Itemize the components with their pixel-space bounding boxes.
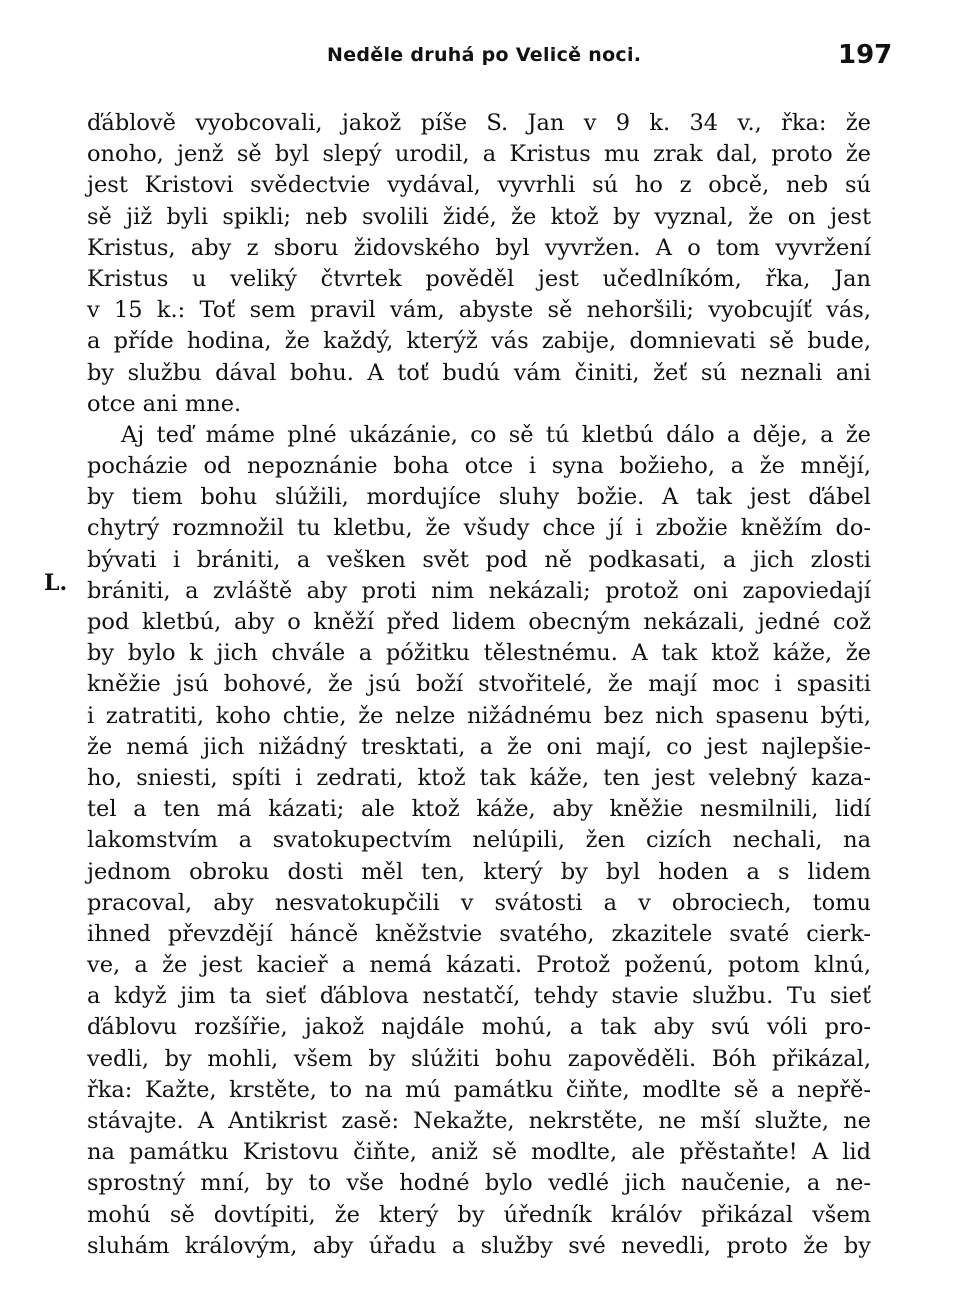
- text-line: mohú sě dovtípiti, že který by úředník králóv přikázal všem: [87, 1201, 871, 1228]
- text-line: stávajte. A Antikrist zasě: Nekažte, nekrstěte, ne mší služte, ne: [87, 1108, 871, 1134]
- text-line: sě již byli spikli; neb svolili židé, že ktož by vyznal, že on jest: [87, 203, 871, 230]
- running-head-title: Neděle druhá po Velicě noci.: [327, 44, 642, 66]
- running-head: [0, 40, 960, 80]
- text-line: Kristus u veliký čtvrtek pověděl jest učedlníkóm, řka, Jan: [87, 265, 871, 292]
- text-line: Kristus, aby z sboru židovského byl vyvržen. A o tom vyvržení: [87, 234, 871, 261]
- text-line: by bylo k jich chvále a póžitku tělestnému. A tak ktož káže, že: [87, 640, 871, 667]
- text-line: že nemá jich nižádný tresktati, a že oni mají, co jest najlepšie-: [87, 733, 871, 760]
- text-line: ve, a že jest kacieř a nemá kázati. Protož poženú, potom klnú,: [87, 952, 871, 979]
- text-line: ho, sniesti, spíti i zedrati, ktož tak káže, ten jest velebný kaza-: [87, 764, 871, 791]
- text-line: v 15 k.: Toť sem pravil vám, abyste sě nehoršili; vyobcujíť vás,: [87, 297, 871, 324]
- text-line: brániti, a zvláště aby proti nim nekázali; protož oni zapoviedají: [87, 577, 871, 604]
- page-number: 197: [838, 40, 893, 70]
- text-line: řka: Kažte, krstěte, to na mú památku čiňte, modlte sě a nepřě-: [87, 1076, 871, 1103]
- text-line: ihned převzdějí háncě kněžstvie svatého, zkazitele svaté cierk-: [87, 920, 871, 947]
- text-line: chytrý rozmnožil tu kletbu, že všudy chce jí i zbožie kněžím do-: [87, 515, 871, 542]
- text-line: pracoval, aby nesvatokupčili v svátosti a v obrociech, tomu: [87, 889, 871, 916]
- text-line: sluhám královým, aby úřadu a služby své nevedli, proto že by: [87, 1232, 871, 1259]
- text-line: ďáblově vyobcovali, jakož píše S. Jan v 9 k. 34 v., řka: že: [87, 110, 871, 136]
- text-line: onoho, jenž sě byl slepý urodil, a Kristus mu zrak dal, proto že: [87, 141, 871, 168]
- text-line: by tiem bohu slúžili, mordujíce sluhy božie. A tak jest ďábel: [87, 484, 871, 511]
- text-line: bývati i brániti, a vešken svět pod ně podkasati, a jich zlosti: [87, 546, 871, 573]
- text-line: lakomstvím a svatokupectvím nelúpili, žen cizích nechali, na: [87, 827, 871, 854]
- text-line: pocházie od nepoznánie boha otce i syna božieho, a že mnějí,: [87, 453, 871, 480]
- text-line: i zatratiti, koho chtie, že nelze nižádnému bez nich spasenu býti,: [87, 702, 871, 729]
- text-line: na památku Kristovu čiňte, aniž sě modlte, ale přěstaňte! A lid: [87, 1139, 871, 1166]
- margin-note: L.: [44, 570, 68, 596]
- text-line: otce ani mne.: [87, 390, 242, 417]
- text-line: pod kletbú, aby o kněží před lidem obecným nekázali, jedné což: [87, 609, 871, 635]
- body-text: [87, 108, 871, 1262]
- text-line: tel a ten má kázati; ale ktož káže, aby kněžie nesmilnili, lidí: [87, 796, 871, 823]
- text-line: Aj teď máme plné ukázánie, co sě tú kletbú dálo a děje, a že: [121, 421, 871, 448]
- text-line: jest Kristovi svědectvie vydával, vyvrhli sú ho z obcě, neb sú: [87, 172, 871, 199]
- text-line: kněžie jsú bohové, že jsú boží stvořitelé, že mají moc i spasiti: [87, 671, 871, 698]
- text-line: jednom obroku dosti měl ten, který by byl hoden a s lidem: [87, 858, 871, 885]
- text-line: a když jim ta sieť ďáblova nestatčí, tehdy stavie službu. Tu sieť: [87, 983, 871, 1010]
- text-line: vedli, by mohli, všem by slúžiti bohu zapověděli. Bóh přikázal,: [87, 1045, 871, 1072]
- text-line: a příde hodina, že každý, kterýž vás zabije, domnievati sě bude,: [87, 328, 871, 355]
- text-line: by službu dával bohu. A toť budú vám činiti, žeť sú neznali ani: [87, 359, 871, 386]
- text-line: sprostný mní, by to vše hodné bylo vedlé jich naučenie, a ne-: [87, 1170, 871, 1197]
- text-line: ďáblovu rozšířie, jakož najdále mohú, a tak aby svú vóli pro-: [87, 1014, 871, 1041]
